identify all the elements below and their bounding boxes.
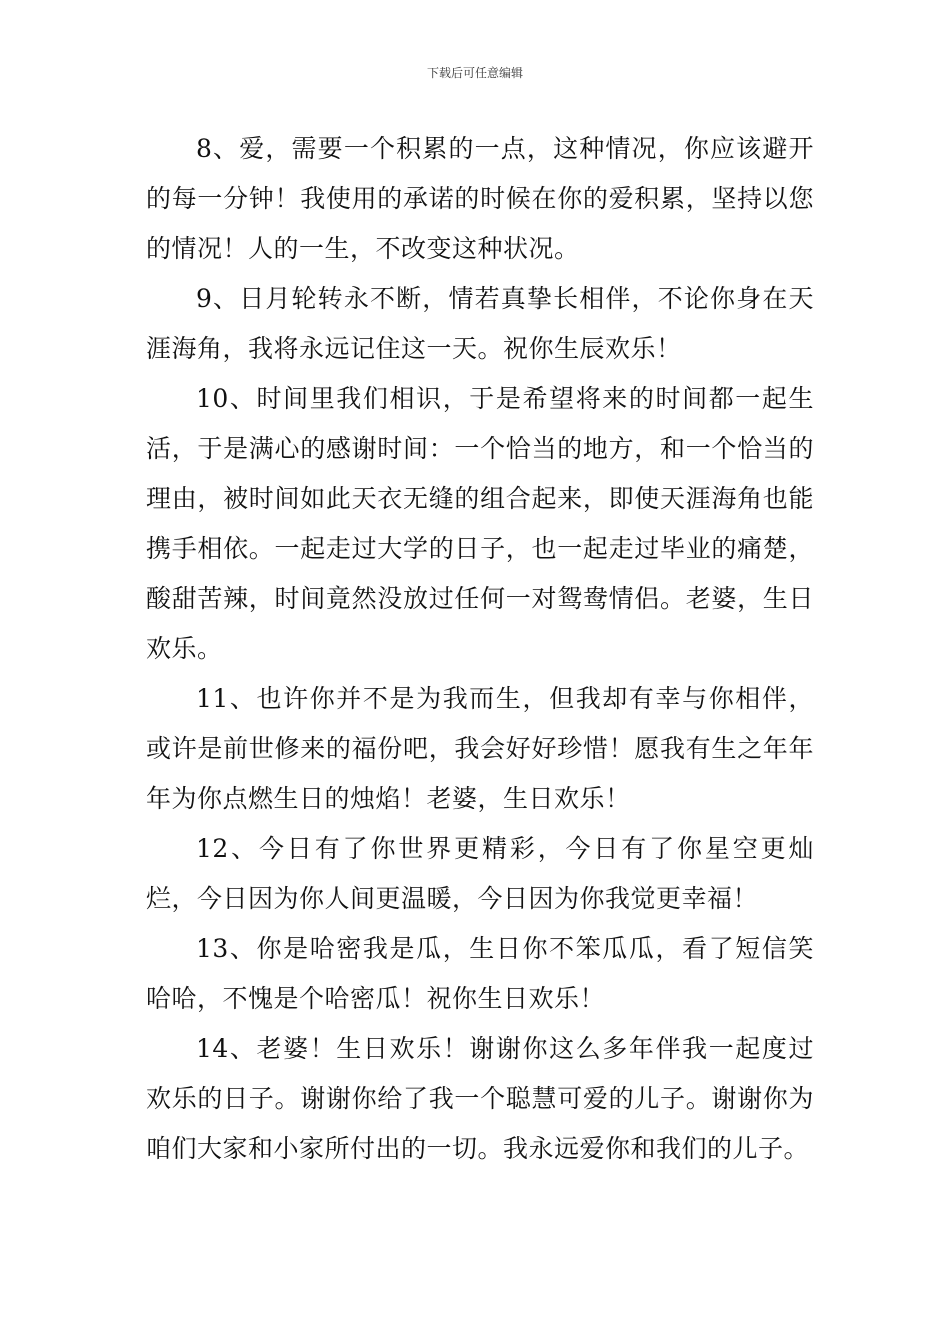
paragraph-9: 9、日月轮转永不断，情若真挚长相伴，不论你身在天涯海角，我将永远记住这一天。祝你生辰欢乐！ bbox=[146, 284, 814, 363]
paragraph-10: 10、时间里我们相识，于是希望将来的时间都一起生活，于是满心的感谢时间：一个恰当的地方，和一个恰当的理由，被时间如此天衣无缝的组合起来，即使天涯海角也能携手相依。一起走过大学的日子，也一起走过毕业的痛楚，酸甜苦辣，时间竟然没放过任何一对鸳鸯情侣。老婆，生日欢乐。 bbox=[146, 384, 814, 663]
paragraph-13: 13、你是哈密我是瓜，生日你不笨瓜瓜，看了短信笑哈哈，不愧是个哈密瓜！祝你生日欢乐！ bbox=[146, 934, 814, 1013]
paragraph-11: 11、也许你并不是为我而生，但我却有幸与你相伴，或许是前世修来的福份吧，我会好好珍惜！愿我有生之年年年为你点燃生日的烛焰！老婆，生日欢乐！ bbox=[146, 684, 814, 813]
paragraph-14: 14、老婆！生日欢乐！谢谢你这么多年伴我一起度过欢乐的日子。谢谢你给了我一个聪慧可爱的儿子。谢谢你为咱们大家和小家所付出的一切。我永远爱你和我们的儿子。 bbox=[146, 1034, 814, 1163]
document-body bbox=[146, 124, 814, 1174]
paragraph-12: 12、今日有了你世界更精彩，今日有了你星空更灿烂，今日因为你人间更温暖，今日因为你我觉更幸福！ bbox=[146, 834, 814, 913]
page-header-note: 下载后可任意编辑 bbox=[426, 66, 523, 80]
paragraph-8: 8、爱，需要一个积累的一点，这种情况，你应该避开的每一分钟！我使用的承诺的时候在你的爱积累，坚持以您的情况！人的一生，不改变这种状况。 bbox=[146, 134, 814, 263]
